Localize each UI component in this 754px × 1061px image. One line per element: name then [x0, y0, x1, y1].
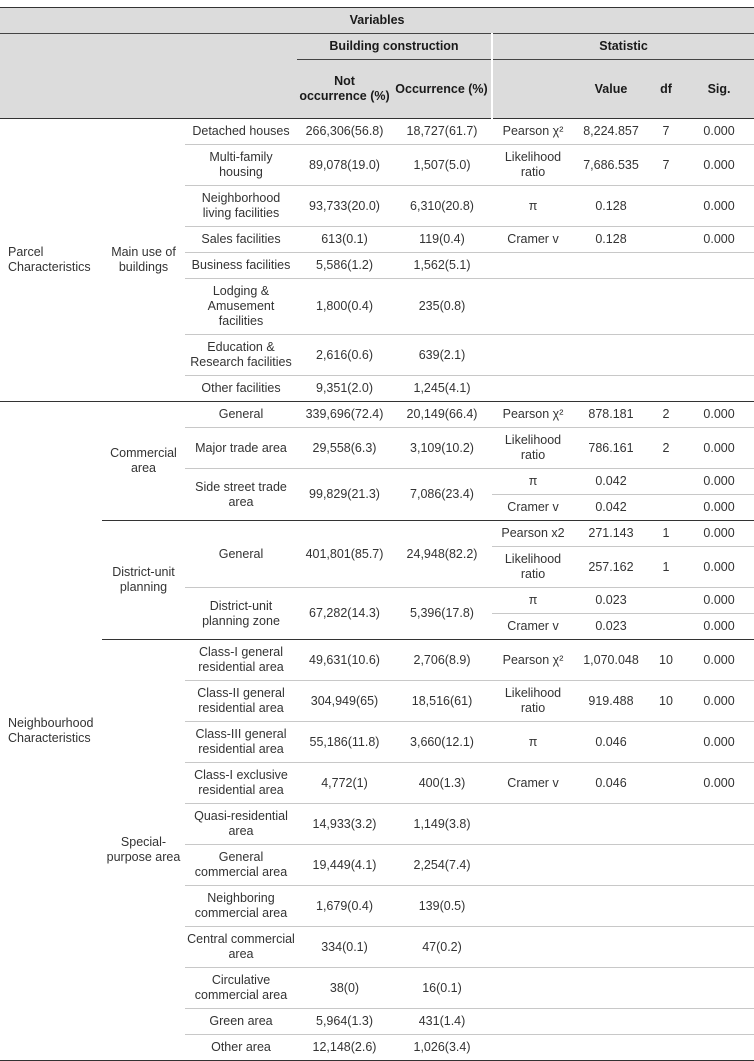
statistic-sig: 0.000 — [684, 521, 754, 547]
occurrence-value: 18,516(61) — [392, 681, 492, 722]
occurrence-value: 2,706(8.9) — [392, 640, 492, 681]
variables-header: Variables — [0, 8, 754, 34]
occurrence-value: 16(0.1) — [392, 968, 492, 1009]
statistic-value — [574, 335, 648, 376]
statistic-sig — [684, 335, 754, 376]
statistic-sig — [684, 968, 754, 1009]
statistic-name — [492, 1009, 574, 1035]
statistic-df — [648, 279, 684, 335]
occurrence-value: 47(0.2) — [392, 927, 492, 968]
not-occurrence-value: 1,679(0.4) — [297, 886, 392, 927]
row-label: Major trade area — [185, 428, 297, 469]
occurrence-value: 639(2.1) — [392, 335, 492, 376]
statistic-df — [648, 335, 684, 376]
statistic-name: Cramer v — [492, 614, 574, 640]
statistic-name: Pearson χ² — [492, 640, 574, 681]
row-label: Class-I exclusive residential area — [185, 763, 297, 804]
statistic-value: 8,224.857 — [574, 119, 648, 145]
not-occurrence-value: 5,586(1.2) — [297, 253, 392, 279]
header-spacer — [185, 34, 297, 60]
statistic-sig — [684, 927, 754, 968]
occurrence-value: 3,109(10.2) — [392, 428, 492, 469]
statistic-df — [648, 1009, 684, 1035]
occurrence-value: 119(0.4) — [392, 227, 492, 253]
statistic-name: Pearson χ² — [492, 402, 574, 428]
statistic-name: Pearson χ² — [492, 119, 574, 145]
statistic-df — [648, 722, 684, 763]
table-row — [0, 521, 754, 547]
statistic-value: 1,070.048 — [574, 640, 648, 681]
statistic-df: 7 — [648, 119, 684, 145]
row-label: Circulative commercial area — [185, 968, 297, 1009]
row-label: Class-I general residential area — [185, 640, 297, 681]
row-label: Lodging & Amusement facilities — [185, 279, 297, 335]
statistic-df — [648, 927, 684, 968]
not-occurrence-value: 266,306(56.8) — [297, 119, 392, 145]
statistic-value — [574, 927, 648, 968]
occurrence-value: 18,727(61.7) — [392, 119, 492, 145]
occurrence-value: 1,507(5.0) — [392, 145, 492, 186]
statistic-value: 0.042 — [574, 495, 648, 521]
occurrence-value: 24,948(82.2) — [392, 521, 492, 588]
statistic-name — [492, 968, 574, 1009]
statistic-value: 878.181 — [574, 402, 648, 428]
statistic-name — [492, 886, 574, 927]
statistic-name: Likelihood ratio — [492, 145, 574, 186]
value-header: Value — [574, 60, 648, 119]
statistic-sig: 0.000 — [684, 145, 754, 186]
statistic-df — [648, 763, 684, 804]
row-label: Other facilities — [185, 376, 297, 402]
occurrence-value: 2,254(7.4) — [392, 845, 492, 886]
statistic-df — [648, 186, 684, 227]
statistic-df: 2 — [648, 428, 684, 469]
statistic-value: 0.023 — [574, 614, 648, 640]
not-occurrence-value: 613(0.1) — [297, 227, 392, 253]
statistic-name — [492, 335, 574, 376]
statistic-sig: 0.000 — [684, 402, 754, 428]
statistic-name: Likelihood ratio — [492, 428, 574, 469]
statistic-value: 919.488 — [574, 681, 648, 722]
statistic-value — [574, 1035, 648, 1061]
not-occurrence-value: 67,282(14.3) — [297, 588, 392, 640]
statistic-sig: 0.000 — [684, 428, 754, 469]
statistic-name — [492, 927, 574, 968]
building-construction-header: Building construction — [297, 34, 492, 60]
occurrence-value: 1,562(5.1) — [392, 253, 492, 279]
statistic-value — [574, 845, 648, 886]
statistic-name-header — [492, 60, 574, 119]
not-occurrence-value: 1,800(0.4) — [297, 279, 392, 335]
statistic-name — [492, 845, 574, 886]
row-label: Class-II general residential area — [185, 681, 297, 722]
statistic-value — [574, 968, 648, 1009]
not-occurrence-value: 55,186(11.8) — [297, 722, 392, 763]
statistic-value — [574, 376, 648, 402]
not-occurrence-value: 19,449(4.1) — [297, 845, 392, 886]
statistic-sig: 0.000 — [684, 547, 754, 588]
not-occurrence-value: 49,631(10.6) — [297, 640, 392, 681]
statistic-name: Cramer v — [492, 227, 574, 253]
occurrence-value: 7,086(23.4) — [392, 469, 492, 521]
row-label: Business facilities — [185, 253, 297, 279]
statistic-name: Likelihood ratio — [492, 547, 574, 588]
statistic-df — [648, 886, 684, 927]
statistic-sig — [684, 886, 754, 927]
statistic-sig: 0.000 — [684, 186, 754, 227]
statistic-sig — [684, 845, 754, 886]
statistic-sig: 0.000 — [684, 763, 754, 804]
statistic-name — [492, 376, 574, 402]
not-occurrence-value: 334(0.1) — [297, 927, 392, 968]
statistic-df: 10 — [648, 681, 684, 722]
table-body — [0, 119, 754, 1061]
statistic-value: 257.162 — [574, 547, 648, 588]
header-spacer — [185, 60, 297, 119]
statistic-name: π — [492, 722, 574, 763]
statistic-value: 0.042 — [574, 469, 648, 495]
statistic-name: Cramer v — [492, 495, 574, 521]
statistic-value — [574, 804, 648, 845]
sig-header: Sig. — [684, 60, 754, 119]
statistic-sig — [684, 279, 754, 335]
statistic-sig: 0.000 — [684, 614, 754, 640]
statistic-sig: 0.000 — [684, 495, 754, 521]
table-header — [0, 8, 754, 119]
group-label: Special-purpose area — [102, 640, 185, 1061]
not-occurrence-header: Not occurrence (%) — [297, 60, 392, 119]
statistic-df: 10 — [648, 640, 684, 681]
statistic-header: Statistic — [492, 34, 754, 60]
statistic-sig: 0.000 — [684, 722, 754, 763]
not-occurrence-value: 12,148(2.6) — [297, 1035, 392, 1061]
not-occurrence-value: 93,733(20.0) — [297, 186, 392, 227]
not-occurrence-value: 2,616(0.6) — [297, 335, 392, 376]
section-label: Neighbourhood Characteristics — [0, 402, 102, 1061]
statistic-name — [492, 279, 574, 335]
occurrence-value: 1,026(3.4) — [392, 1035, 492, 1061]
statistic-name — [492, 253, 574, 279]
statistic-sig: 0.000 — [684, 469, 754, 495]
statistic-df — [648, 227, 684, 253]
not-occurrence-value: 99,829(21.3) — [297, 469, 392, 521]
statistic-df — [648, 495, 684, 521]
occurrence-value: 3,660(12.1) — [392, 722, 492, 763]
statistic-sig: 0.000 — [684, 681, 754, 722]
not-occurrence-value: 38(0) — [297, 968, 392, 1009]
statistic-value — [574, 253, 648, 279]
statistic-value: 0.046 — [574, 722, 648, 763]
not-occurrence-value: 9,351(2.0) — [297, 376, 392, 402]
table-row — [0, 119, 754, 145]
row-label: Quasi-residential area — [185, 804, 297, 845]
table-row — [0, 402, 754, 428]
statistic-sig: 0.000 — [684, 640, 754, 681]
not-occurrence-value: 89,078(19.0) — [297, 145, 392, 186]
statistic-name: Pearson x2 — [492, 521, 574, 547]
statistic-value — [574, 1009, 648, 1035]
statistic-value — [574, 279, 648, 335]
statistic-name: π — [492, 186, 574, 227]
row-label: District-unit planning zone — [185, 588, 297, 640]
occurrence-value: 1,245(4.1) — [392, 376, 492, 402]
row-label: General commercial area — [185, 845, 297, 886]
occurrence-value: 20,149(66.4) — [392, 402, 492, 428]
statistic-df — [648, 469, 684, 495]
row-label: Multi-family housing — [185, 145, 297, 186]
statistic-value: 786.161 — [574, 428, 648, 469]
not-occurrence-value: 29,558(6.3) — [297, 428, 392, 469]
statistic-df — [648, 614, 684, 640]
statistic-df — [648, 588, 684, 614]
statistic-df: 7 — [648, 145, 684, 186]
not-occurrence-value: 401,801(85.7) — [297, 521, 392, 588]
row-label: Class-III general residential area — [185, 722, 297, 763]
row-label: General — [185, 521, 297, 588]
header-spacer — [0, 60, 185, 119]
not-occurrence-value: 304,949(65) — [297, 681, 392, 722]
row-label: Other area — [185, 1035, 297, 1061]
group-label: District-unit planning — [102, 521, 185, 640]
row-label: Detached houses — [185, 119, 297, 145]
statistic-name: Likelihood ratio — [492, 681, 574, 722]
row-label: Sales facilities — [185, 227, 297, 253]
occurrence-value: 139(0.5) — [392, 886, 492, 927]
statistic-value: 271.143 — [574, 521, 648, 547]
statistic-value: 0.023 — [574, 588, 648, 614]
statistic-df — [648, 1035, 684, 1061]
statistic-name: Cramer v — [492, 763, 574, 804]
statistic-value: 7,686.535 — [574, 145, 648, 186]
statistic-sig: 0.000 — [684, 119, 754, 145]
group-label: Main use of buildings — [102, 119, 185, 402]
statistic-df — [648, 845, 684, 886]
row-label: Neighborhood living facilities — [185, 186, 297, 227]
statistic-value: 0.128 — [574, 186, 648, 227]
row-label: General — [185, 402, 297, 428]
table-row — [0, 640, 754, 681]
statistic-name — [492, 804, 574, 845]
occurrence-value: 400(1.3) — [392, 763, 492, 804]
statistic-name: π — [492, 588, 574, 614]
statistic-sig — [684, 1009, 754, 1035]
occurrence-value: 431(1.4) — [392, 1009, 492, 1035]
statistic-sig — [684, 1035, 754, 1061]
statistic-df — [648, 376, 684, 402]
statistic-name: π — [492, 469, 574, 495]
statistic-df — [648, 253, 684, 279]
occurrence-value: 5,396(17.8) — [392, 588, 492, 640]
row-label: Education & Research facilities — [185, 335, 297, 376]
statistics-table — [0, 7, 754, 1061]
statistic-df: 2 — [648, 402, 684, 428]
statistic-sig: 0.000 — [684, 588, 754, 614]
row-label: Side street trade area — [185, 469, 297, 521]
row-label: Central commercial area — [185, 927, 297, 968]
statistic-value: 0.046 — [574, 763, 648, 804]
statistic-df — [648, 968, 684, 1009]
statistic-sig: 0.000 — [684, 227, 754, 253]
not-occurrence-value: 339,696(72.4) — [297, 402, 392, 428]
section-label: Parcel Characteristics — [0, 119, 102, 402]
occurrence-value: 235(0.8) — [392, 279, 492, 335]
header-spacer — [0, 34, 185, 60]
statistic-sig — [684, 376, 754, 402]
not-occurrence-value: 4,772(1) — [297, 763, 392, 804]
row-label: Green area — [185, 1009, 297, 1035]
occurrence-value: 6,310(20.8) — [392, 186, 492, 227]
occurrence-value: 1,149(3.8) — [392, 804, 492, 845]
not-occurrence-value: 14,933(3.2) — [297, 804, 392, 845]
statistic-value: 0.128 — [574, 227, 648, 253]
statistic-sig — [684, 804, 754, 845]
not-occurrence-value: 5,964(1.3) — [297, 1009, 392, 1035]
statistic-df: 1 — [648, 547, 684, 588]
statistic-value — [574, 886, 648, 927]
statistic-df: 1 — [648, 521, 684, 547]
occurrence-header: Occurrence (%) — [392, 60, 492, 119]
group-label: Commercial area — [102, 402, 185, 521]
statistic-name — [492, 1035, 574, 1061]
statistic-sig — [684, 253, 754, 279]
row-label: Neighboring commercial area — [185, 886, 297, 927]
df-header: df — [648, 60, 684, 119]
statistic-df — [648, 804, 684, 845]
